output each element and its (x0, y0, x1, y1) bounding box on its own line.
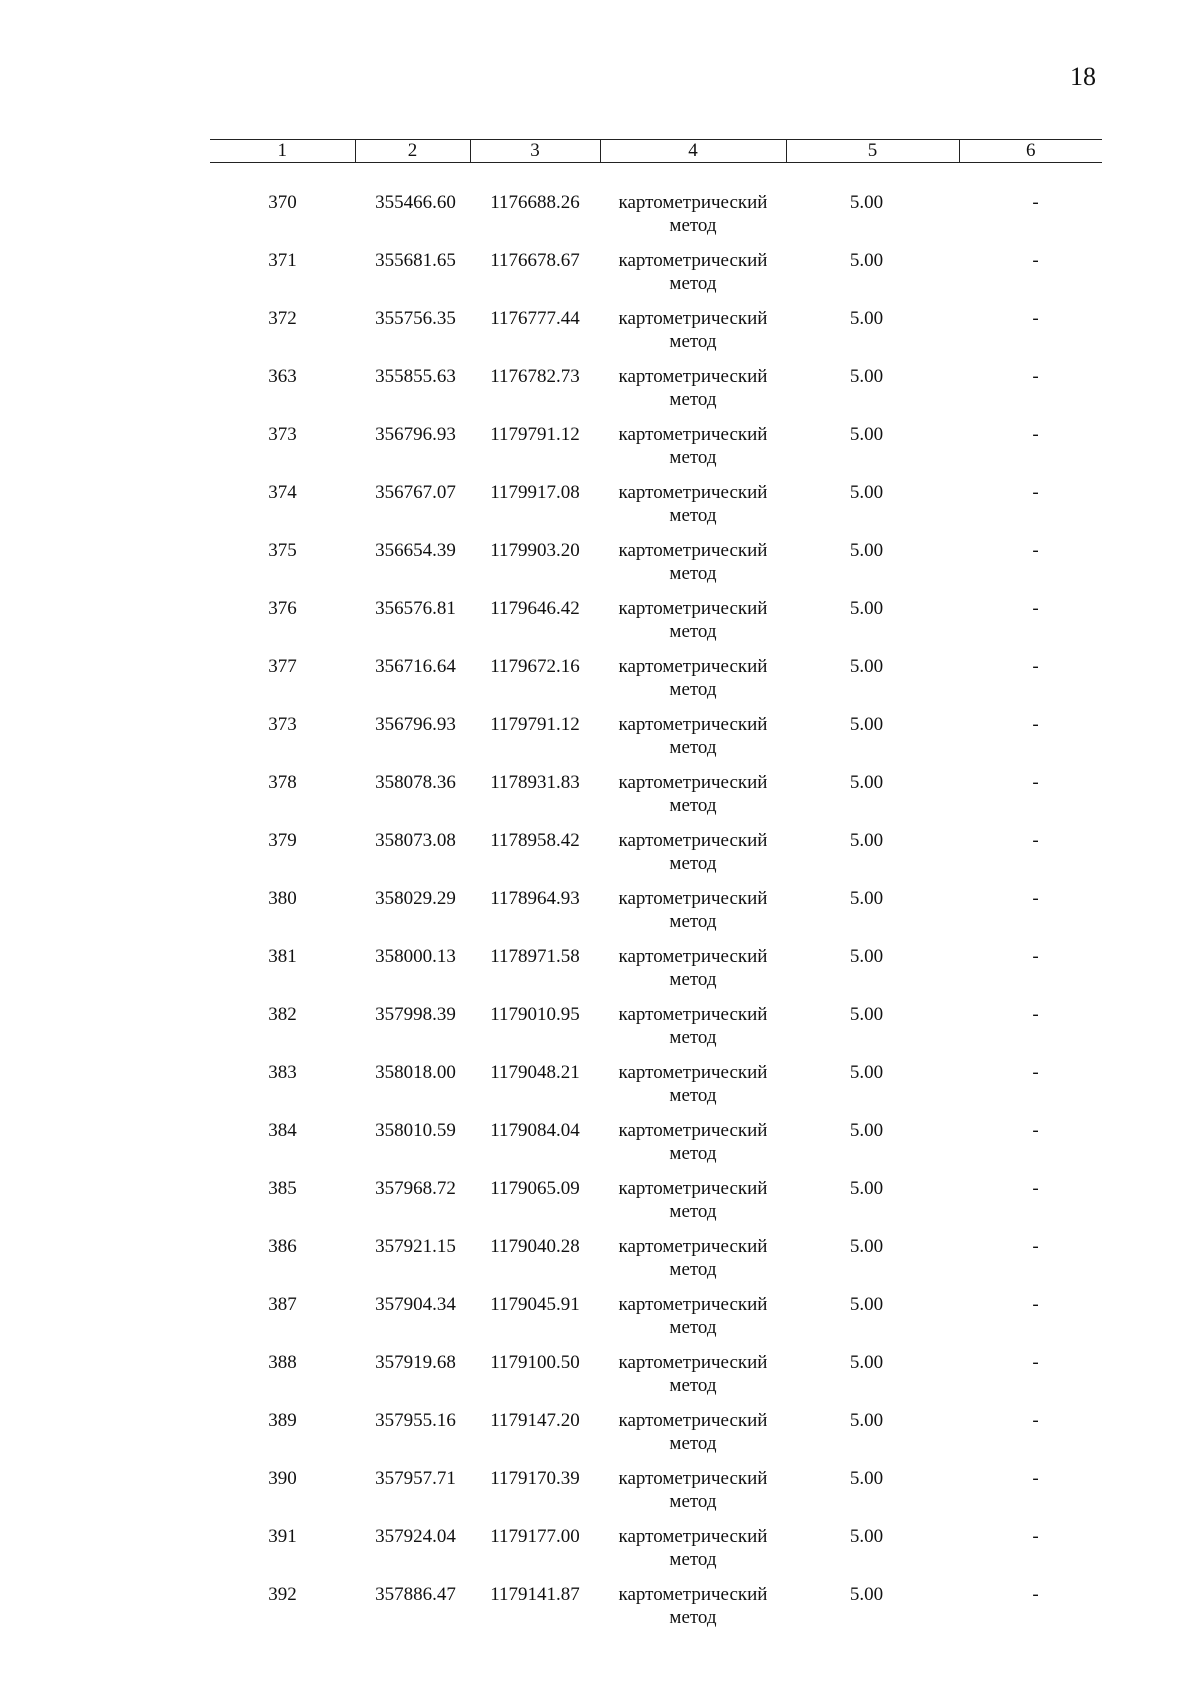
accuracy-cell: 5.00 (849, 1178, 884, 1199)
method-cell: картометрический метод (618, 946, 768, 990)
coord-y-cell: 1179170.39 (490, 1468, 580, 1489)
note-cell: - (1032, 482, 1039, 503)
coord-y-cell: 1179045.91 (490, 1294, 580, 1315)
note-cell: - (1032, 714, 1039, 735)
coord-x-cell: 357921.15 (375, 1236, 456, 1257)
coord-x-cell: 358018.00 (375, 1062, 456, 1083)
point-number-cell: 376 (268, 598, 297, 619)
method-cell: картометрический метод (618, 888, 768, 932)
accuracy-cell: 5.00 (849, 830, 884, 851)
coord-x-cell: 358029.29 (375, 888, 456, 909)
point-number-cell: 380 (268, 888, 297, 909)
coord-x-cell: 358073.08 (375, 830, 456, 851)
coord-y-cell: 1179147.20 (490, 1410, 580, 1431)
note-cell: - (1032, 656, 1039, 677)
coord-y-cell: 1179065.09 (490, 1178, 580, 1199)
note-cell: - (1032, 1062, 1039, 1083)
coord-x-cell: 357924.04 (375, 1526, 456, 1547)
accuracy-cell: 5.00 (849, 598, 884, 619)
coord-x-cell: 357957.71 (375, 1468, 456, 1489)
point-number-cell: 377 (268, 656, 297, 677)
accuracy-cell: 5.00 (849, 366, 884, 387)
method-cell: картометрический метод (618, 1526, 768, 1570)
accuracy-cell: 5.00 (849, 1004, 884, 1025)
coord-x-cell: 355681.65 (375, 250, 456, 271)
point-number-cell: 391 (268, 1526, 297, 1547)
coord-y-cell: 1176688.26 (490, 192, 580, 213)
coord-x-cell: 358078.36 (375, 772, 456, 793)
table-row (210, 1290, 1102, 1348)
accuracy-cell: 5.00 (849, 1236, 884, 1257)
table-row (210, 1406, 1102, 1464)
table-row (210, 884, 1102, 942)
table-row (210, 1000, 1102, 1058)
method-cell: картометрический метод (618, 308, 768, 352)
point-number-cell: 378 (268, 772, 297, 793)
accuracy-cell: 5.00 (849, 1062, 884, 1083)
method-cell: картометрический метод (618, 1294, 768, 1338)
method-cell: картометрический метод (618, 1178, 768, 1222)
coord-y-cell: 1179791.12 (490, 714, 580, 735)
note-cell: - (1032, 830, 1039, 851)
note-cell: - (1032, 1004, 1039, 1025)
point-number-cell: 384 (268, 1120, 297, 1141)
coord-y-cell: 1176678.67 (490, 250, 580, 271)
point-number-cell: 370 (268, 192, 297, 213)
method-cell: картометрический метод (618, 714, 768, 758)
accuracy-cell: 5.00 (849, 1526, 884, 1547)
coord-y-cell: 1178931.83 (490, 772, 580, 793)
table-row (210, 942, 1102, 1000)
method-cell: картометрический метод (618, 424, 768, 468)
method-cell: картометрический метод (618, 1236, 768, 1280)
coord-x-cell: 357919.68 (375, 1352, 456, 1373)
point-number-cell: 383 (268, 1062, 297, 1083)
point-number-cell: 374 (268, 482, 297, 503)
coord-y-cell: 1179048.21 (490, 1062, 580, 1083)
note-cell: - (1032, 1410, 1039, 1431)
header-col-5: 5 (786, 140, 959, 163)
table-row (210, 188, 1102, 246)
point-number-cell: 371 (268, 250, 297, 271)
coord-y-cell: 1179010.95 (490, 1004, 580, 1025)
method-cell: картометрический метод (618, 540, 768, 584)
note-cell: - (1032, 888, 1039, 909)
coord-y-cell: 1178971.58 (490, 946, 580, 967)
header-col-6: 6 (959, 140, 1102, 163)
method-cell: картометрический метод (618, 250, 768, 294)
coord-y-cell: 1179100.50 (490, 1352, 580, 1373)
coord-y-cell: 1179791.12 (490, 424, 580, 445)
note-cell: - (1032, 1178, 1039, 1199)
point-number-cell: 382 (268, 1004, 297, 1025)
note-cell: - (1032, 1236, 1039, 1257)
point-number-cell: 390 (268, 1468, 297, 1489)
coord-x-cell: 357998.39 (375, 1004, 456, 1025)
method-cell: картометрический метод (618, 1062, 768, 1106)
coord-y-cell: 1179672.16 (490, 656, 580, 677)
accuracy-cell: 5.00 (849, 1120, 884, 1141)
method-cell: картометрический метод (618, 192, 768, 236)
method-cell: картометрический метод (618, 482, 768, 526)
point-number-cell: 372 (268, 308, 297, 329)
coord-x-cell: 356796.93 (375, 424, 456, 445)
method-cell: картометрический метод (618, 1468, 768, 1512)
coord-x-cell: 356796.93 (375, 714, 456, 735)
accuracy-cell: 5.00 (849, 714, 884, 735)
point-number-cell: 381 (268, 946, 297, 967)
accuracy-cell: 5.00 (849, 482, 884, 503)
coord-x-cell: 356576.81 (375, 598, 456, 619)
note-cell: - (1032, 192, 1039, 213)
coordinates-table-container (210, 139, 1102, 1638)
note-cell: - (1032, 250, 1039, 271)
accuracy-cell: 5.00 (849, 308, 884, 329)
header-spacer (210, 163, 1102, 189)
table-row (210, 1116, 1102, 1174)
table-row (210, 362, 1102, 420)
table-row (210, 1232, 1102, 1290)
coord-x-cell: 355855.63 (375, 366, 456, 387)
table-row (210, 710, 1102, 768)
coord-y-cell: 1179141.87 (490, 1584, 580, 1605)
method-cell: картометрический метод (618, 1584, 768, 1628)
method-cell: картометрический метод (618, 772, 768, 816)
point-number-cell: 363 (268, 366, 297, 387)
method-cell: картометрический метод (618, 598, 768, 642)
table-row (210, 594, 1102, 652)
table-row (210, 652, 1102, 710)
method-cell: картометрический метод (618, 830, 768, 874)
coord-y-cell: 1179084.04 (490, 1120, 580, 1141)
header-col-2: 2 (355, 140, 470, 163)
point-number-cell: 375 (268, 540, 297, 561)
coord-x-cell: 355466.60 (375, 192, 456, 213)
accuracy-cell: 5.00 (849, 540, 884, 561)
method-cell: картометрический метод (618, 1352, 768, 1396)
table-row (210, 478, 1102, 536)
coord-x-cell: 357886.47 (375, 1584, 456, 1605)
coord-x-cell: 358000.13 (375, 946, 456, 967)
table-row (210, 1058, 1102, 1116)
coord-x-cell: 357955.16 (375, 1410, 456, 1431)
table-row (210, 1464, 1102, 1522)
coord-y-cell: 1178958.42 (490, 830, 580, 851)
note-cell: - (1032, 366, 1039, 387)
header-col-4: 4 (600, 140, 786, 163)
coord-y-cell: 1179903.20 (490, 540, 580, 561)
coord-x-cell: 357904.34 (375, 1294, 456, 1315)
note-cell: - (1032, 1352, 1039, 1373)
note-cell: - (1032, 424, 1039, 445)
accuracy-cell: 5.00 (849, 888, 884, 909)
method-cell: картометрический метод (618, 1410, 768, 1454)
note-cell: - (1032, 1294, 1039, 1315)
note-cell: - (1032, 1584, 1039, 1605)
accuracy-cell: 5.00 (849, 1584, 884, 1605)
note-cell: - (1032, 772, 1039, 793)
table-row (210, 304, 1102, 362)
accuracy-cell: 5.00 (849, 656, 884, 677)
coord-x-cell: 356654.39 (375, 540, 456, 561)
table-body (210, 163, 1102, 1639)
coord-y-cell: 1179646.42 (490, 598, 580, 619)
point-number-cell: 373 (268, 714, 297, 735)
method-cell: картометрический метод (618, 1120, 768, 1164)
table-row (210, 536, 1102, 594)
note-cell: - (1032, 1468, 1039, 1489)
table-header (210, 140, 1102, 163)
coord-y-cell: 1179177.00 (490, 1526, 580, 1547)
coordinates-table (210, 139, 1102, 1638)
method-cell: картометрический метод (618, 1004, 768, 1048)
point-number-cell: 392 (268, 1584, 297, 1605)
table-row (210, 1522, 1102, 1580)
method-cell: картометрический метод (618, 656, 768, 700)
note-cell: - (1032, 598, 1039, 619)
note-cell: - (1032, 1526, 1039, 1547)
table-row (210, 246, 1102, 304)
header-col-1: 1 (210, 140, 355, 163)
coord-y-cell: 1176777.44 (490, 308, 580, 329)
point-number-cell: 386 (268, 1236, 297, 1257)
accuracy-cell: 5.00 (849, 946, 884, 967)
accuracy-cell: 5.00 (849, 1468, 884, 1489)
accuracy-cell: 5.00 (849, 1410, 884, 1431)
table-row (210, 826, 1102, 884)
coord-y-cell: 1179917.08 (490, 482, 580, 503)
header-row (210, 140, 1102, 163)
accuracy-cell: 5.00 (849, 1352, 884, 1373)
table-row (210, 1580, 1102, 1638)
table-row (210, 1348, 1102, 1406)
coord-x-cell: 356716.64 (375, 656, 456, 677)
accuracy-cell: 5.00 (849, 772, 884, 793)
coord-x-cell: 355756.35 (375, 308, 456, 329)
point-number-cell: 379 (268, 830, 297, 851)
note-cell: - (1032, 308, 1039, 329)
coord-y-cell: 1178964.93 (490, 888, 580, 909)
point-number-cell: 387 (268, 1294, 297, 1315)
point-number-cell: 388 (268, 1352, 297, 1373)
point-number-cell: 385 (268, 1178, 297, 1199)
coord-x-cell: 356767.07 (375, 482, 456, 503)
accuracy-cell: 5.00 (849, 250, 884, 271)
coord-y-cell: 1176782.73 (490, 366, 580, 387)
coord-x-cell: 358010.59 (375, 1120, 456, 1141)
accuracy-cell: 5.00 (849, 424, 884, 445)
accuracy-cell: 5.00 (849, 192, 884, 213)
note-cell: - (1032, 946, 1039, 967)
method-cell: картометрический метод (618, 366, 768, 410)
point-number-cell: 389 (268, 1410, 297, 1431)
coord-x-cell: 357968.72 (375, 1178, 456, 1199)
accuracy-cell: 5.00 (849, 1294, 884, 1315)
page-number: 18 (1070, 62, 1096, 91)
note-cell: - (1032, 1120, 1039, 1141)
table-row (210, 420, 1102, 478)
table-row (210, 1174, 1102, 1232)
point-number-cell: 373 (268, 424, 297, 445)
header-col-3: 3 (470, 140, 600, 163)
table-row (210, 768, 1102, 826)
note-cell: - (1032, 540, 1039, 561)
coord-y-cell: 1179040.28 (490, 1236, 580, 1257)
